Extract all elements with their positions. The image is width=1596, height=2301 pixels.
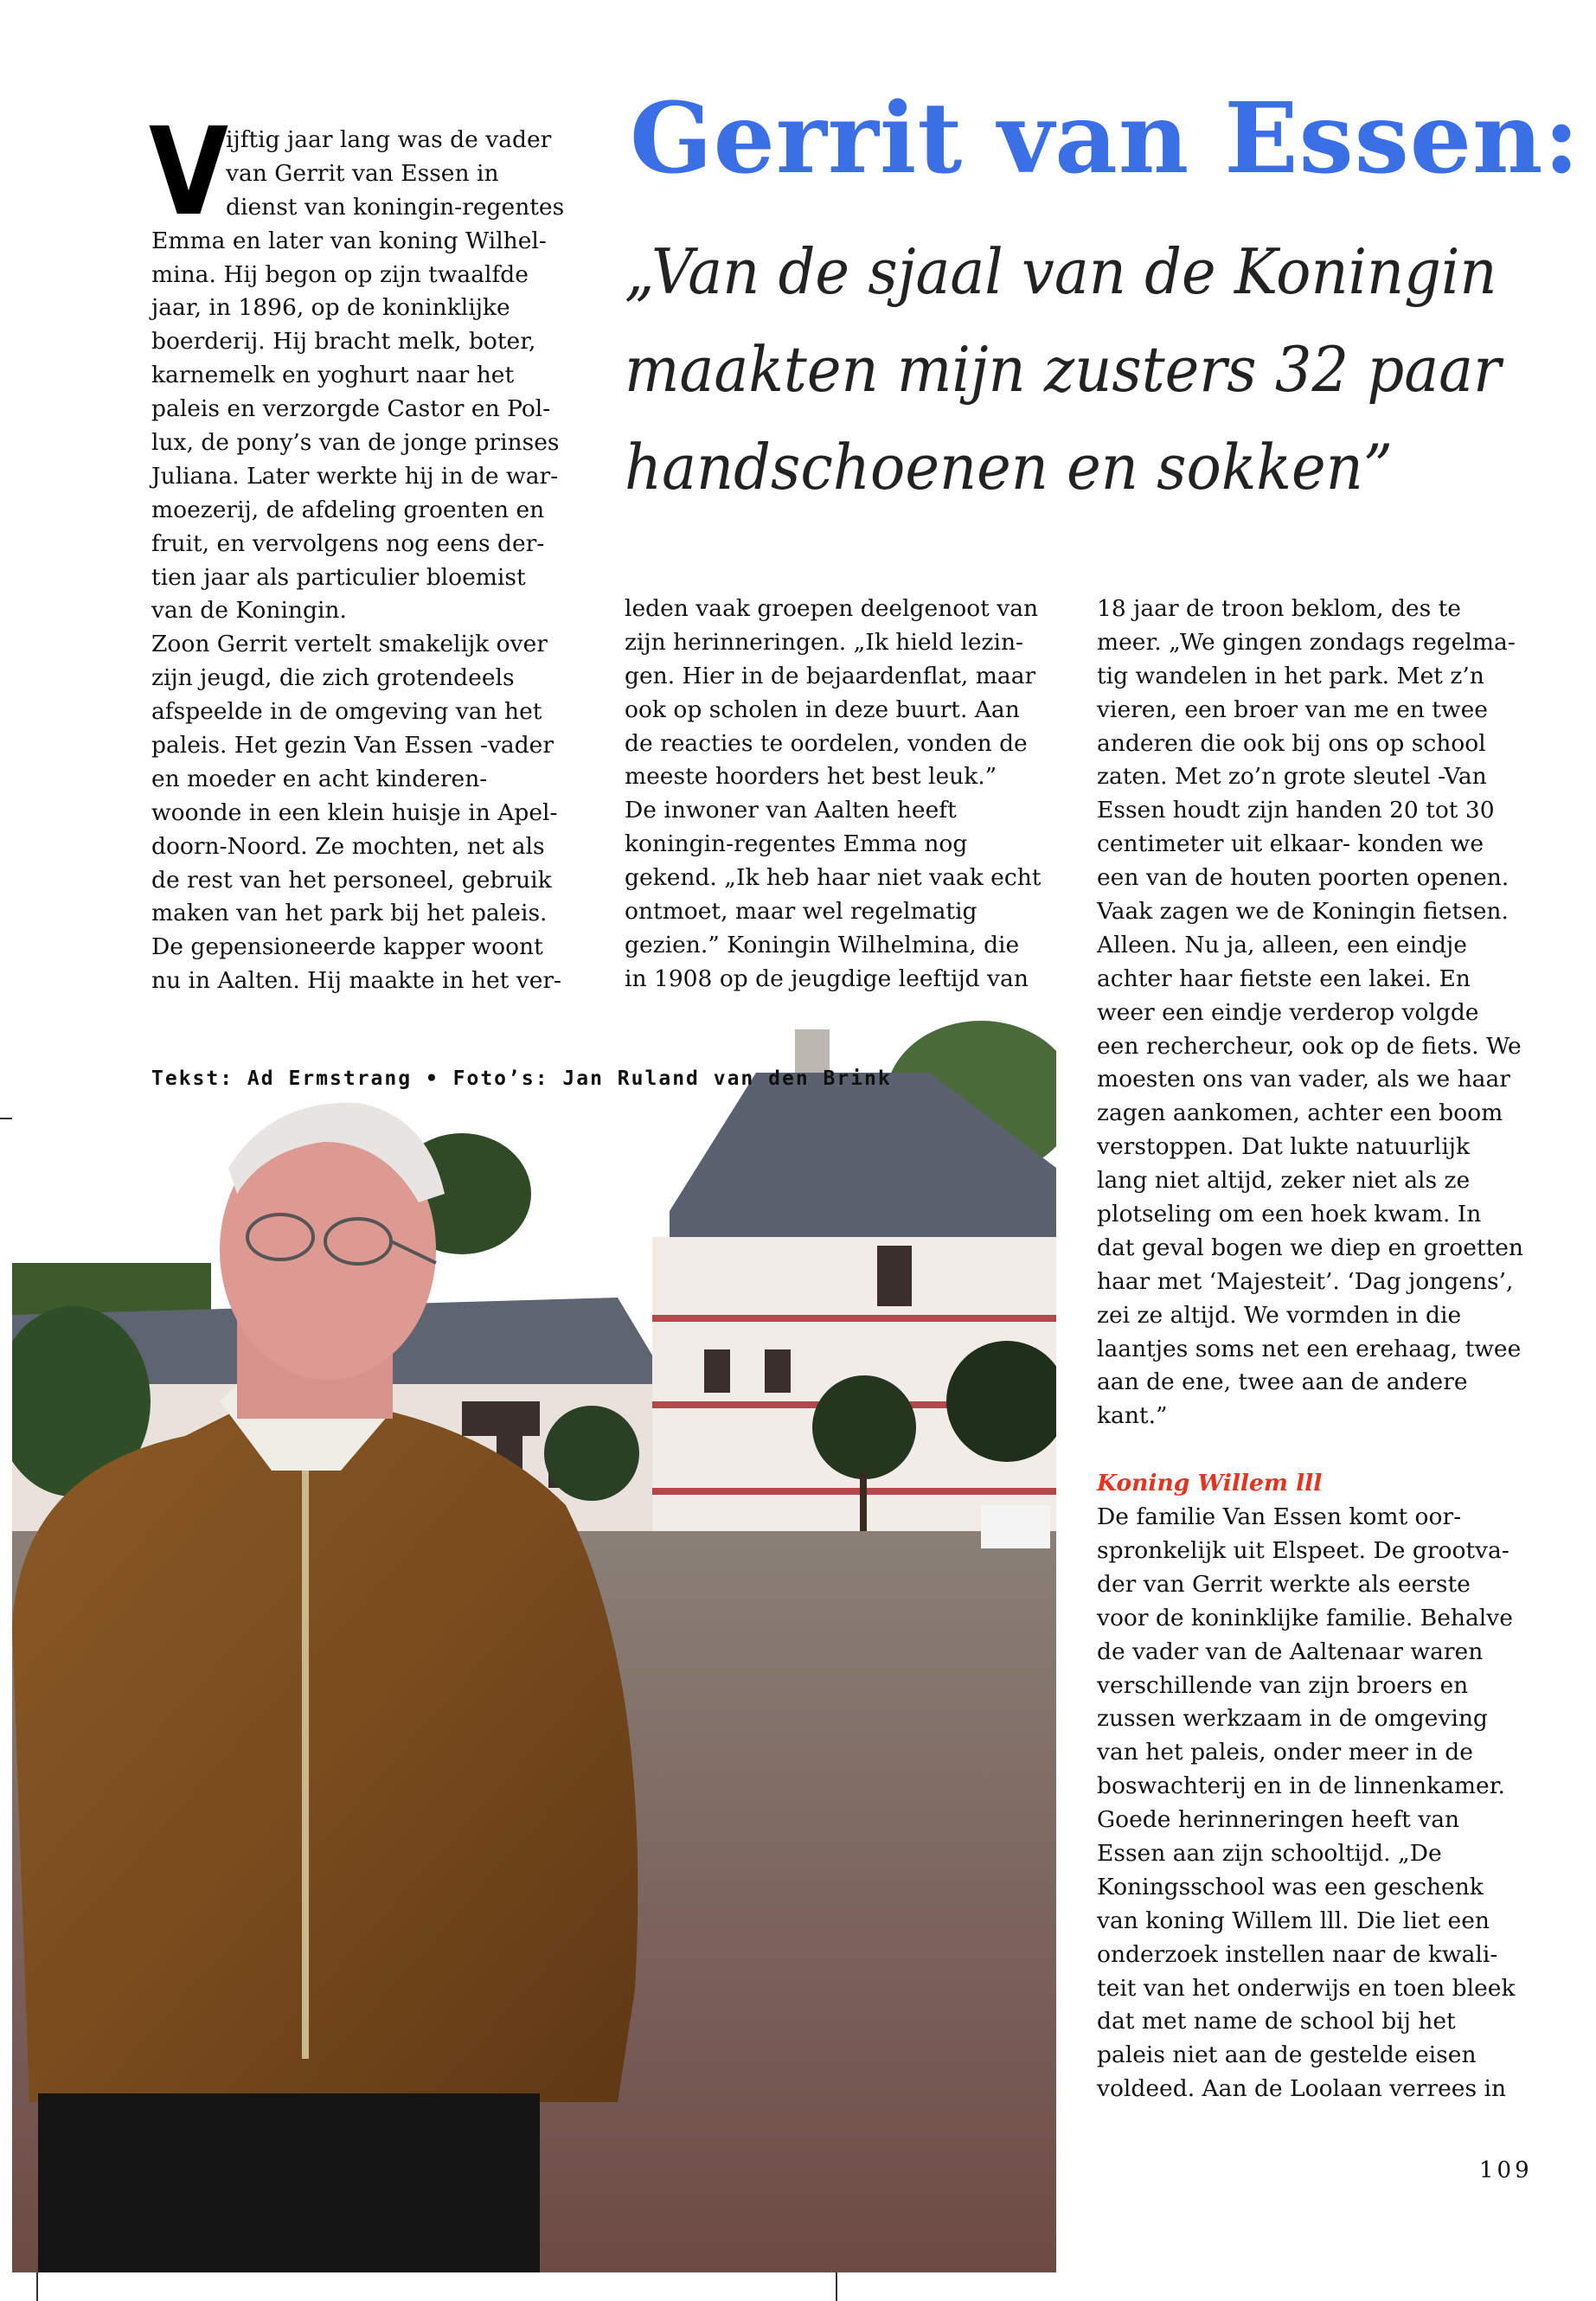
text-line: De familie Van Essen komt oor-	[1097, 1503, 1462, 1531]
subtitle-line: maakten mijn zusters 32 paar	[625, 333, 1502, 406]
text-line: boerderij. Hij bracht melk, boter,	[151, 328, 536, 356]
text-line: vieren, een broer van me en twee	[1097, 695, 1488, 723]
man-zipper	[302, 1471, 309, 2059]
text-line	[1097, 1433, 1538, 1467]
text-line: ontmoet, maar wel regelmatig	[625, 898, 977, 926]
body-column-1	[151, 124, 580, 998]
text-line: ook op scholen in deze buurt. Aan	[625, 695, 1020, 723]
text-line: de reacties te oordelen, vonden de	[625, 729, 1028, 757]
article-subtitle	[625, 223, 1501, 516]
text-line: paleis. Het gezin Van Essen -vader	[151, 732, 554, 760]
text-line: Vaak zagen we de Koningin fietsen.	[1097, 898, 1509, 926]
text-line: dienst van koningin-regentes	[226, 193, 565, 221]
text-line: verschillende van zijn broers en	[1097, 1671, 1469, 1699]
text-line: spronkelijk uit Elspeet. De grootva-	[1097, 1536, 1509, 1564]
text-line: Goede herinneringen heeft van	[1097, 1806, 1460, 1834]
subtitle-line: handschoenen en sokken”	[625, 431, 1393, 503]
text-line: ijftig jaar lang was de vader	[226, 126, 552, 153]
text-line: zagen aankomen, achter een boom	[1097, 1099, 1503, 1127]
crop-mark	[0, 1118, 12, 1119]
text-line: van koning Willem lll. Die liet een	[1097, 1907, 1490, 1934]
article-title: Gerrit van Essen:	[630, 82, 1580, 195]
text-line: moezerij, de afdeling groenten en	[151, 496, 545, 523]
text-line: zaten. Met zo’n grote sleutel -Van	[1097, 763, 1487, 791]
page-number: 109	[1479, 2157, 1533, 2183]
text-line: van Gerrit van Essen in	[226, 159, 499, 187]
text-line: leden vaak groepen deelgenoot van	[625, 595, 1039, 622]
text-line: afspeelde in de omgeving van het	[151, 698, 542, 726]
text-line: een rechercheur, ook op de fiets. We	[1097, 1032, 1522, 1060]
tree	[812, 1375, 916, 1479]
text-line: De inwoner van Aalten heeft	[625, 797, 957, 824]
text-line: en moeder en acht kinderen-	[151, 765, 488, 792]
text-line: teit van het onderwijs en toen bleek	[1097, 1974, 1516, 2002]
body-column-2	[625, 593, 1053, 997]
text-line: koningin-regentes Emma nog	[625, 830, 968, 858]
text-line: gen. Hier in de bejaardenflat, maar	[625, 662, 1036, 689]
text-line: lux, de pony’s van de jonge prinses	[151, 429, 560, 457]
text-line: lang niet altijd, zeker niet als ze	[1097, 1167, 1471, 1195]
text-line: meeste hoorders het best leuk.”	[625, 763, 997, 791]
text-line: maken van het park bij het paleis.	[151, 900, 548, 927]
text-line: 18 jaar de troon beklom, des te	[1097, 595, 1461, 622]
subtitle-line: „Van de sjaal van de Koningin	[625, 235, 1497, 308]
text-line: aan de ene, twee aan de andere	[1097, 1368, 1468, 1396]
text-line: boswachterij en in de linnenkamer.	[1097, 1772, 1505, 1800]
text-line: dat met name de school bij het	[1097, 2008, 1456, 2035]
text-line: mina. Hij begon op zijn twaalfde	[151, 260, 529, 288]
drop-cap: V	[149, 102, 229, 243]
text-line: laantjes soms net een erehaag, twee	[1097, 1335, 1522, 1362]
photo-credit: Tekst: Ad Ermstrang • Foto’s: Jan Ruland van den Brink	[151, 1067, 892, 1090]
text-line: onderzoek instellen naar de kwali-	[1097, 1940, 1498, 1968]
text-line: van het paleis, onder meer in de	[1097, 1739, 1473, 1766]
text-line: Essen houdt zijn handen 20 tot 30	[1097, 797, 1495, 824]
text-line: meer. „We gingen zondags regelma-	[1097, 628, 1516, 656]
section-subheading: Koning Willem lll	[1097, 1470, 1323, 1497]
text-line: weer een eindje verderop volgde	[1097, 998, 1479, 1026]
text-line: achter haar fietste een lakei. En	[1097, 965, 1471, 992]
text-line: gezien.” Koningin Wilhelmina, die	[625, 931, 1020, 958]
text-line: der van Gerrit werkte als eerste	[1097, 1570, 1471, 1598]
text-line: kant.”	[1097, 1402, 1168, 1430]
man-trousers	[38, 2093, 540, 2272]
text-line: tien jaar als particulier bloemist	[151, 563, 526, 591]
text-line: de rest van het personeel, gebruik	[151, 866, 552, 894]
text-line: Zoon Gerrit vertelt smakelijk over	[151, 631, 548, 658]
text-line: zijn jeugd, die zich grotendeels	[151, 664, 515, 692]
text-line: paleis niet aan de gestelde eisen	[1097, 2041, 1477, 2069]
text-line: tig wandelen in het park. Met z’n	[1097, 662, 1484, 689]
text-line: in 1908 op de jeugdige leeftijd van	[625, 965, 1029, 992]
text-line: jaar, in 1896, op de koninklijke	[151, 294, 510, 322]
text-line: anderen die ook bij ons op school	[1097, 729, 1486, 757]
crop-mark	[836, 2272, 837, 2301]
text-line: zussen werkzaam in de omgeving	[1097, 1705, 1488, 1733]
text-line: Emma en later van koning Wilhel-	[151, 227, 547, 254]
text-line: nu in Aalten. Hij maakte in het ver-	[151, 967, 562, 995]
text-line: plotseling om een hoek kwam. In	[1097, 1201, 1482, 1228]
text-line: van de Koningin.	[151, 597, 347, 625]
crop-mark	[36, 2272, 38, 2301]
portrait-photo	[12, 1021, 1056, 2272]
text-line: een van de houten poorten openen.	[1097, 864, 1509, 892]
text-line: Koningsschool was een geschenk	[1097, 1873, 1484, 1900]
text-line: paleis en verzorgde Castor en Pol-	[151, 395, 551, 423]
body-column-3	[1097, 593, 1538, 2106]
text-line: De gepensioneerde kapper woont	[151, 933, 543, 961]
text-line: moesten ons van vader, als we haar	[1097, 1066, 1510, 1093]
text-line: voor de koninklijke familie. Behalve	[1097, 1604, 1513, 1631]
text-line: doorn-Noord. Ze mochten, net als	[151, 832, 545, 860]
text-line: de vader van de Aaltenaar waren	[1097, 1638, 1484, 1665]
text-line: karnemelk en yoghurt naar het	[151, 362, 515, 389]
text-line: Juliana. Later werkte hij in de war-	[151, 462, 559, 490]
text-line: centimeter uit elkaar- konden we	[1097, 830, 1484, 858]
man-jacket	[12, 1401, 638, 2102]
text-line: woonde in een klein huisje in Apel-	[151, 798, 558, 826]
text-line: verstoppen. Dat lukte natuurlijk	[1097, 1133, 1471, 1161]
text-line: fruit, en vervolgens nog eens der-	[151, 529, 545, 557]
text-line: Essen aan zijn schooltijd. „De	[1097, 1839, 1442, 1867]
text-line: voldeed. Aan de Loolaan verrees in	[1097, 2075, 1507, 2103]
text-line: Alleen. Nu ja, alleen, een eindje	[1097, 931, 1467, 958]
text-line: haar met ‘Majesteit’. ‘Dag jongens’,	[1097, 1267, 1514, 1295]
text-line: gekend. „Ik heb haar niet vaak echt	[625, 864, 1042, 892]
text-line: dat geval bogen we diep en groetten	[1097, 1234, 1523, 1261]
text-line: zei ze altijd. We vormden in die	[1097, 1301, 1462, 1329]
text-line: zijn herinneringen. „Ik hield lezin-	[625, 628, 1024, 656]
